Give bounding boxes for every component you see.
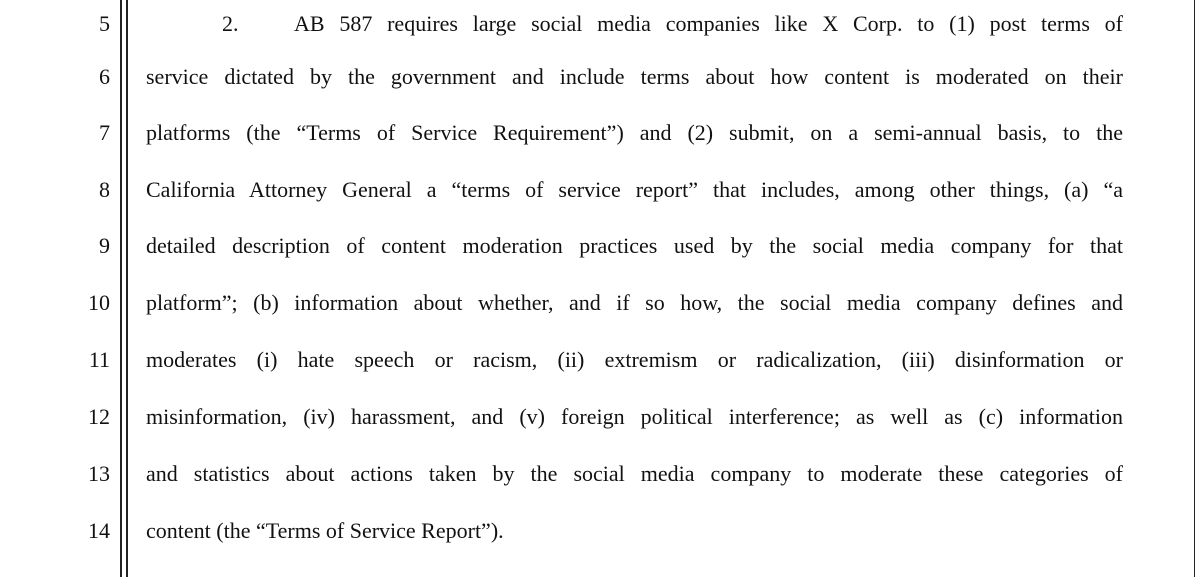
line-text: service dictated by the government and include terms about how content is moderated on their bbox=[146, 64, 1123, 89]
line-text: moderates (i) hate speech or racism, (ii) extremism or radicalization, (iii) disinformation or bbox=[146, 347, 1123, 372]
line-number: 11 bbox=[88, 347, 110, 372]
line-number: 14 bbox=[88, 518, 110, 543]
line-text: content (the “Terms of Service Report”). bbox=[146, 518, 504, 543]
line-number: 13 bbox=[88, 461, 110, 486]
pleading-line bbox=[0, 397, 1200, 437]
paragraph-number: 2. bbox=[222, 11, 239, 36]
line-number: 6 bbox=[99, 64, 110, 89]
pleading-line bbox=[0, 226, 1200, 266]
pleading-line bbox=[0, 4, 1200, 44]
line-number: 7 bbox=[99, 120, 110, 145]
line-text bbox=[222, 4, 1123, 44]
pleading-line bbox=[0, 283, 1200, 323]
line-text: platform”; (b) information about whether, and if so how, the social media company defines and bbox=[146, 290, 1123, 315]
pleading-line bbox=[0, 113, 1200, 153]
line-text: platforms (the “Terms of Service Requirement”) and (2) submit, on a semi-annual basis, to the bbox=[146, 120, 1123, 145]
line-content: AB 587 requires large social media companies like X Corp. to (1) post terms of bbox=[294, 11, 1123, 36]
line-number: 12 bbox=[88, 404, 110, 429]
line-number: 10 bbox=[88, 290, 110, 315]
line-text: and statistics about actions taken by the social media company to moderate these categories of bbox=[146, 461, 1123, 486]
pleading-line bbox=[0, 454, 1200, 494]
line-number: 9 bbox=[99, 233, 110, 258]
pleading-line bbox=[0, 170, 1200, 210]
pleading-line bbox=[0, 511, 1200, 551]
pleading-line bbox=[0, 57, 1200, 97]
line-text: California Attorney General a “terms of service report” that includes, among other things, (a) “a bbox=[146, 177, 1123, 202]
line-text: detailed description of content moderation practices used by the social media company for that bbox=[146, 233, 1123, 258]
line-number: 8 bbox=[99, 177, 110, 202]
line-number: 5 bbox=[99, 11, 110, 36]
line-text: misinformation, (iv) harassment, and (v) foreign political interference; as well as (c) information bbox=[146, 404, 1123, 429]
pleading-line bbox=[0, 340, 1200, 380]
